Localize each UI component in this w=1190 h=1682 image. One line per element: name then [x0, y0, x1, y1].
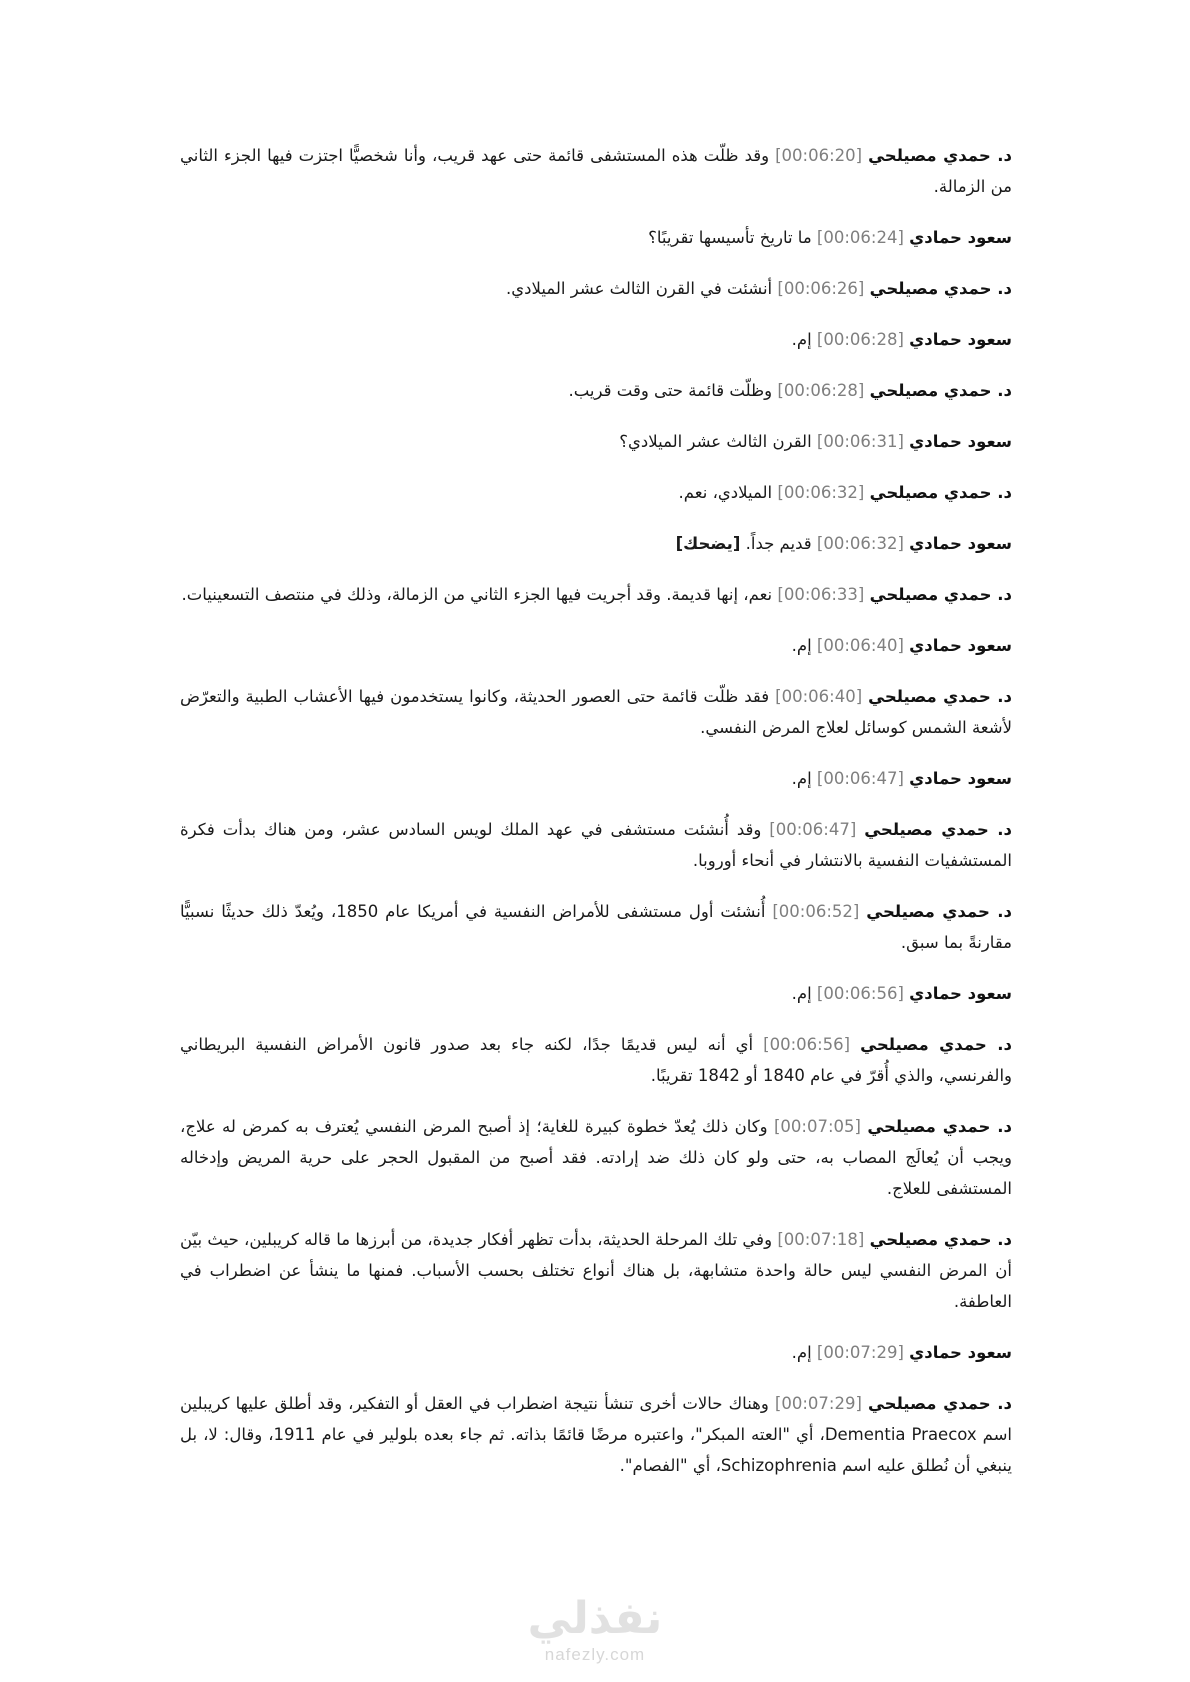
timestamp: [00:06:28] [816, 330, 904, 349]
transcript-entry [180, 324, 1012, 355]
speaker-name: د. حمدي مصيلحي [869, 381, 1012, 400]
timestamp: [00:06:31] [816, 432, 904, 451]
transcript-entry [180, 1029, 1012, 1091]
utterance-text: إم. [791, 330, 812, 349]
transcript-entry [180, 1224, 1012, 1317]
transcript-entry [180, 630, 1012, 661]
speaker-name: سعود حمادي [909, 228, 1012, 247]
watermark [0, 1595, 1190, 1665]
watermark-url: nafezly.com [544, 1645, 646, 1664]
timestamp: [00:06:40] [816, 636, 904, 655]
speaker-name: سعود حمادي [909, 769, 1012, 788]
speaker-name: د. حمدي مصيلحي [869, 483, 1012, 502]
utterance-text: قديم جداً. [745, 534, 812, 553]
speaker-name: د. حمدي مصيلحي [869, 1230, 1013, 1249]
transcript-entry [180, 140, 1012, 202]
transcript-entry [180, 528, 1012, 559]
timestamp: [00:06:24] [816, 228, 904, 247]
speaker-name: د. حمدي مصيلحي [860, 1035, 1013, 1054]
transcript [180, 140, 1012, 1501]
timestamp: [00:06:32] [816, 534, 904, 553]
transcript-entry [180, 978, 1012, 1009]
transcript-entry [180, 896, 1012, 958]
timestamp: [00:06:32] [777, 483, 865, 502]
speaker-name: د. حمدي مصيلحي [868, 146, 1012, 165]
watermark-logo: نفذلي [527, 1593, 663, 1644]
timestamp: [00:06:47] [769, 820, 857, 839]
utterance-text: أُنشئت أول مستشفى للأمراض النفسية في أمريكا عام 1850، ويُعدّ ذلك حديثًا نسبيًّا مقارنةً بما سبق. [180, 902, 1012, 952]
timestamp: [00:06:56] [763, 1035, 851, 1054]
utterance-text: وظلّت قائمة حتى وقت قريب. [568, 381, 773, 400]
transcript-entry [180, 814, 1012, 876]
transcript-entry [180, 426, 1012, 457]
transcript-entry [180, 681, 1012, 743]
utterance-text: الميلادي، نعم. [678, 483, 773, 502]
speaker-name: د. حمدي مصيلحي [867, 1394, 1012, 1413]
utterance-text: أنشئت في القرن الثالث عشر الميلادي. [506, 279, 773, 298]
speaker-name: سعود حمادي [909, 534, 1012, 553]
timestamp: [00:07:29] [774, 1394, 862, 1413]
timestamp: [00:06:56] [816, 984, 904, 1003]
transcript-entry [180, 222, 1012, 253]
speaker-name: سعود حمادي [909, 330, 1012, 349]
transcript-entry [180, 1111, 1012, 1204]
utterance-text: وفي تلك المرحلة الحديثة، بدأت تظهر أفكار جديدة، من أبرزها ما قاله كريبلين، حيث بيّن أن المرض النفسي ليس حالة واحدة متشابهة، بل هناك أنواع تختلف بحسب الأسباب. فمنها ما ينشأ عن اضطراب في العاطفة. [180, 1230, 1012, 1311]
utterance-text: وقد أُنشئت مستشفى في عهد الملك لويس السادس عشر، ومن هناك بدأت فكرة المستشفيات النفسية بالانتشار في أنحاء أوروبا. [180, 820, 1012, 870]
timestamp: [00:07:29] [816, 1343, 904, 1362]
stage-direction: [يضحك] [675, 534, 741, 553]
utterance-text: إم. [791, 1343, 812, 1362]
timestamp: [00:06:33] [777, 585, 865, 604]
speaker-name: د. حمدي مصيلحي [868, 687, 1012, 706]
utterance-text: ما تاريخ تأسيسها تقريبًا؟ [648, 228, 812, 247]
timestamp: [00:06:20] [775, 146, 863, 165]
speaker-name: د. حمدي مصيلحي [869, 585, 1012, 604]
utterance-text: فقد ظلّت قائمة حتى العصور الحديثة، وكانوا يستخدمون فيها الأعشاب الطبية والتعرّض لأشعة الشمس كوسائل لعلاج المرض النفسي. [180, 687, 1012, 737]
speaker-name: د. حمدي مصيلحي [867, 1117, 1013, 1136]
utterance-text: أي أنه ليس قديمًا جدًا، لكنه جاء بعد صدور قانون الأمراض النفسية البريطاني والفرنسي، والذي أُقرّ في عام 1840 أو 1842 تقريبًا. [180, 1035, 1012, 1085]
timestamp: [00:06:40] [775, 687, 863, 706]
transcript-entry [180, 763, 1012, 794]
timestamp: [00:06:47] [816, 769, 904, 788]
utterance-text: إم. [791, 636, 812, 655]
utterance-text: وقد ظلّت هذه المستشفى قائمة حتى عهد قريب، وأنا شخصيًّا اجتزت فيها الجزء الثاني من الزمالة. [180, 146, 1012, 196]
speaker-name: سعود حمادي [909, 1343, 1012, 1362]
transcript-entry [180, 375, 1012, 406]
timestamp: [00:06:52] [772, 902, 860, 921]
transcript-entry [180, 1337, 1012, 1368]
timestamp: [00:06:26] [777, 279, 865, 298]
timestamp: [00:07:05] [773, 1117, 861, 1136]
utterance-text: وكان ذلك يُعدّ خطوة كبيرة للغاية؛ إذ أصبح المرض النفسي يُعترف به كمرض له علاج، ويجب أن يُعالَج المصاب به، حتى ولو كان ذلك ضد إرادته. فقد أصبح من المقبول الحجر على حرية المريض وإدخاله المستشفى للعلاج. [180, 1117, 1012, 1198]
utterance-text: نعم، إنها قديمة. وقد أجريت فيها الجزء الثاني من الزمالة، وذلك في منتصف التسعينيات. [181, 585, 773, 604]
utterance-text: القرن الثالث عشر الميلادي؟ [619, 432, 812, 451]
timestamp: [00:06:28] [777, 381, 865, 400]
transcript-entry [180, 1388, 1012, 1481]
speaker-name: سعود حمادي [909, 636, 1012, 655]
transcript-entry [180, 579, 1012, 610]
speaker-name: سعود حمادي [909, 432, 1012, 451]
speaker-name: سعود حمادي [909, 984, 1012, 1003]
speaker-name: د. حمدي مصيلحي [869, 279, 1012, 298]
utterance-text: إم. [791, 769, 812, 788]
transcript-entry [180, 273, 1012, 304]
speaker-name: د. حمدي مصيلحي [864, 820, 1012, 839]
utterance-text: وهناك حالات أخرى تنشأ نتيجة اضطراب في العقل أو التفكير، وقد أطلق عليها كريبلين اسم Dementia Praecox، أي "العته المبكر"، واعتبره مرضًا قائمًا بذاته. ثم جاء بعده بلولير في عام 1911، وقال: لا، بل ينبغي أن نُطلق عليه اسم Schizophrenia، أي "الفصام". [180, 1394, 1012, 1475]
speaker-name: د. حمدي مصيلحي [866, 902, 1013, 921]
timestamp: [00:07:18] [777, 1230, 865, 1249]
utterance-text: إم. [791, 984, 812, 1003]
transcript-entry [180, 477, 1012, 508]
